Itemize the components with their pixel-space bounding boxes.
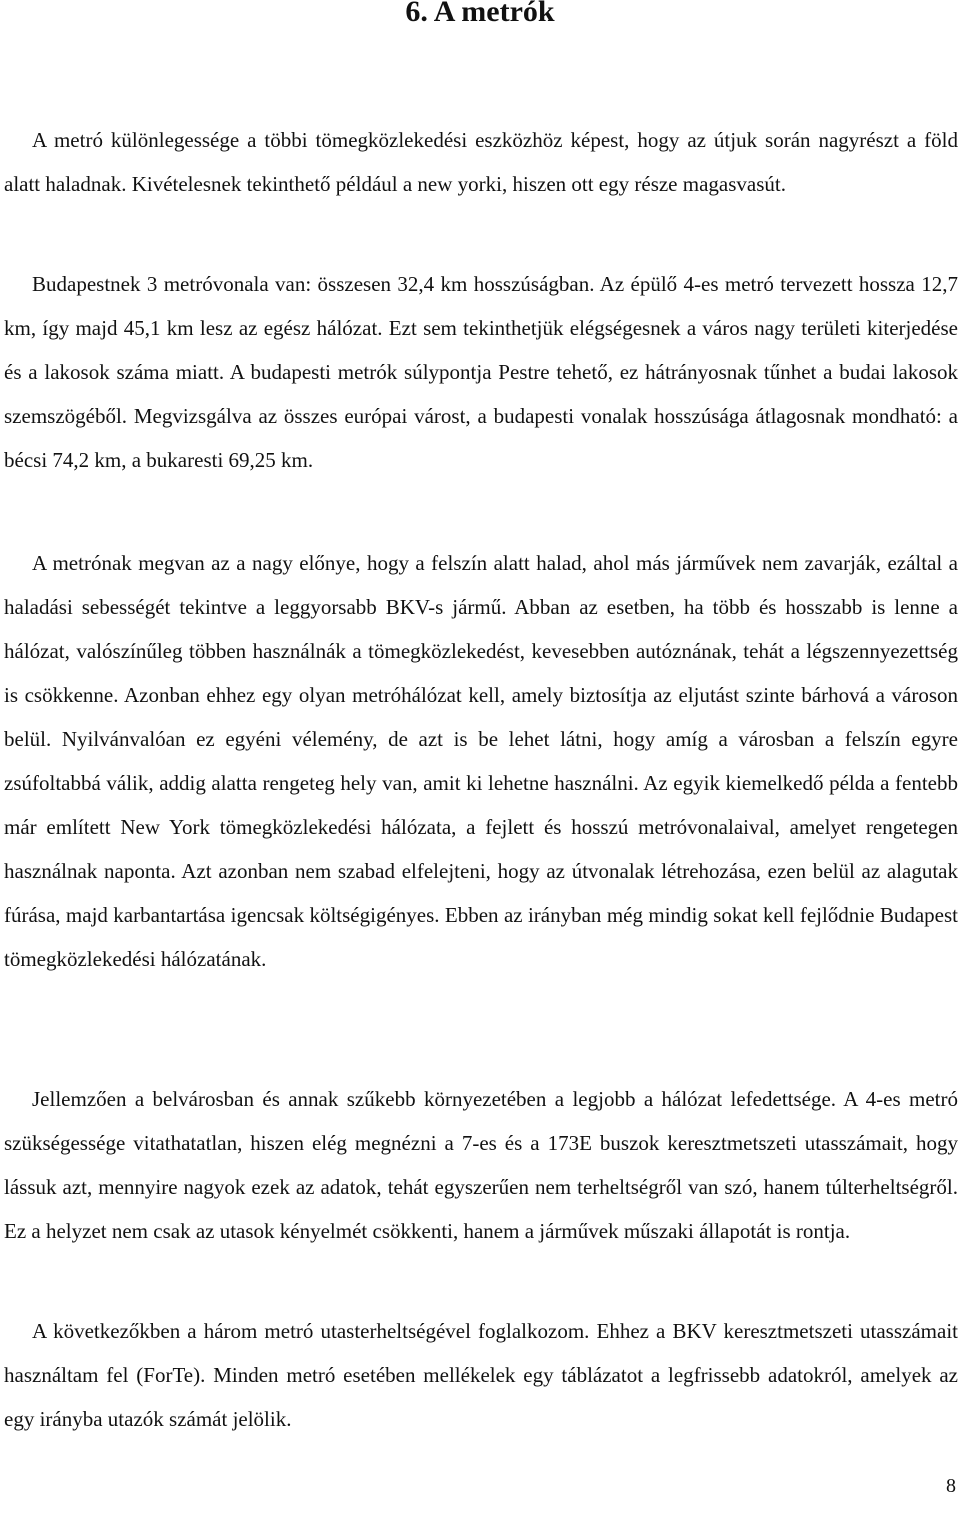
paragraph-intro: A metró különlegessége a többi tömegközlekedési eszközhöz képest, hogy az útjuk során nagyrészt a föld alatt haladnak. Kivételesnek tekinthető például a new yorki, hiszen ott egy része magasvasút. — [4, 128, 958, 196]
paragraph-coverage: Jellemzően a belvárosban és annak szűkebb környezetében a legjobb a hálózat lefedettsége. A 4-es metró szükségessége vitathatatlan, hiszen elég megnézni a 7-es és a 173E buszok keresztmetszeti utasszámait, hogy lássuk azt, mennyire nagyok ezek az adatok, tehát egyszerűen nem terheltségről van szó, hanem túlterheltségről. Ez a helyzet nem csak az utasok kényelmét csökkenti, hanem a járművek műszaki állapotát is rontja. — [4, 1087, 958, 1243]
page-number: 8 — [946, 1475, 956, 1497]
paragraph-advantages: A metrónak megvan az a nagy előnye, hogy a felszín alatt halad, ahol más járművek nem zavarják, ezáltal a haladási sebességét tekintve a leggyorsabb BKV-s jármű. Abban az esetben, ha több és hosszabb is lenne a hálózat, valószínűleg többen használnák a tömegközlekedést, kevesebben autóznának, tehát a légszennyezettség is csökkenne. Azonban ehhez egy olyan metróhálózat kell, amely biztosítja az eljutást szinte bárhová a városon belül. Nyilvánvalóan ez egyéni vélemény, de azt is be lehet látni, hogy amíg a városban a felszín egyre zsúfoltabbá válik, addig alatta rengeteg hely van, amit ki lehetne használni. Az egyik kiemelkedő példa a fentebb már említett New York tömegközlekedési hálózata, a fejlett és hosszú metróvonalaival, amelyet rengetegen használnak naponta. Azt azonban nem szabad elfelejteni, hogy az útvonalak létrehozása, ezen belül az alagutak fúrása, majd karbantartása igencsak költségigényes. Ebben az irányban még mindig sokat kell fejlődnie Budapest tömegközlekedési hálózatának. — [4, 551, 958, 971]
page-title: 6. A metrók — [405, 0, 555, 28]
paragraph-budapest-lines: Budapestnek 3 metróvonala van: összesen 32,4 km hosszúságban. Az épülő 4-es metró tervezett hossza 12,7 km, így majd 45,1 km lesz az egész hálózat. Ezt sem tekinthetjük elégségesnek a város nagy területi kiterjedése és a lakosok száma miatt. A budapesti metrók súlypontja Pestre tehető, ez hátrányosnak tűnhet a budai lakosok szemszögéből. Megvizsgálva az összes európai várost, a budapesti vonalak hosszúsága átlagosnak mondható: a bécsi 74,2 km, a bukaresti 69,25 km. — [4, 272, 958, 472]
paragraph-outlook: A következőkben a három metró utasterheltségével foglalkozom. Ehhez a BKV keresztmetszeti utasszámait használtam fel (ForTe). Minden metró esetében mellékelek egy táblázatot a legfrissebb adatokról, amelyek az egy irányba utazók számát jelölik. — [4, 1319, 958, 1431]
